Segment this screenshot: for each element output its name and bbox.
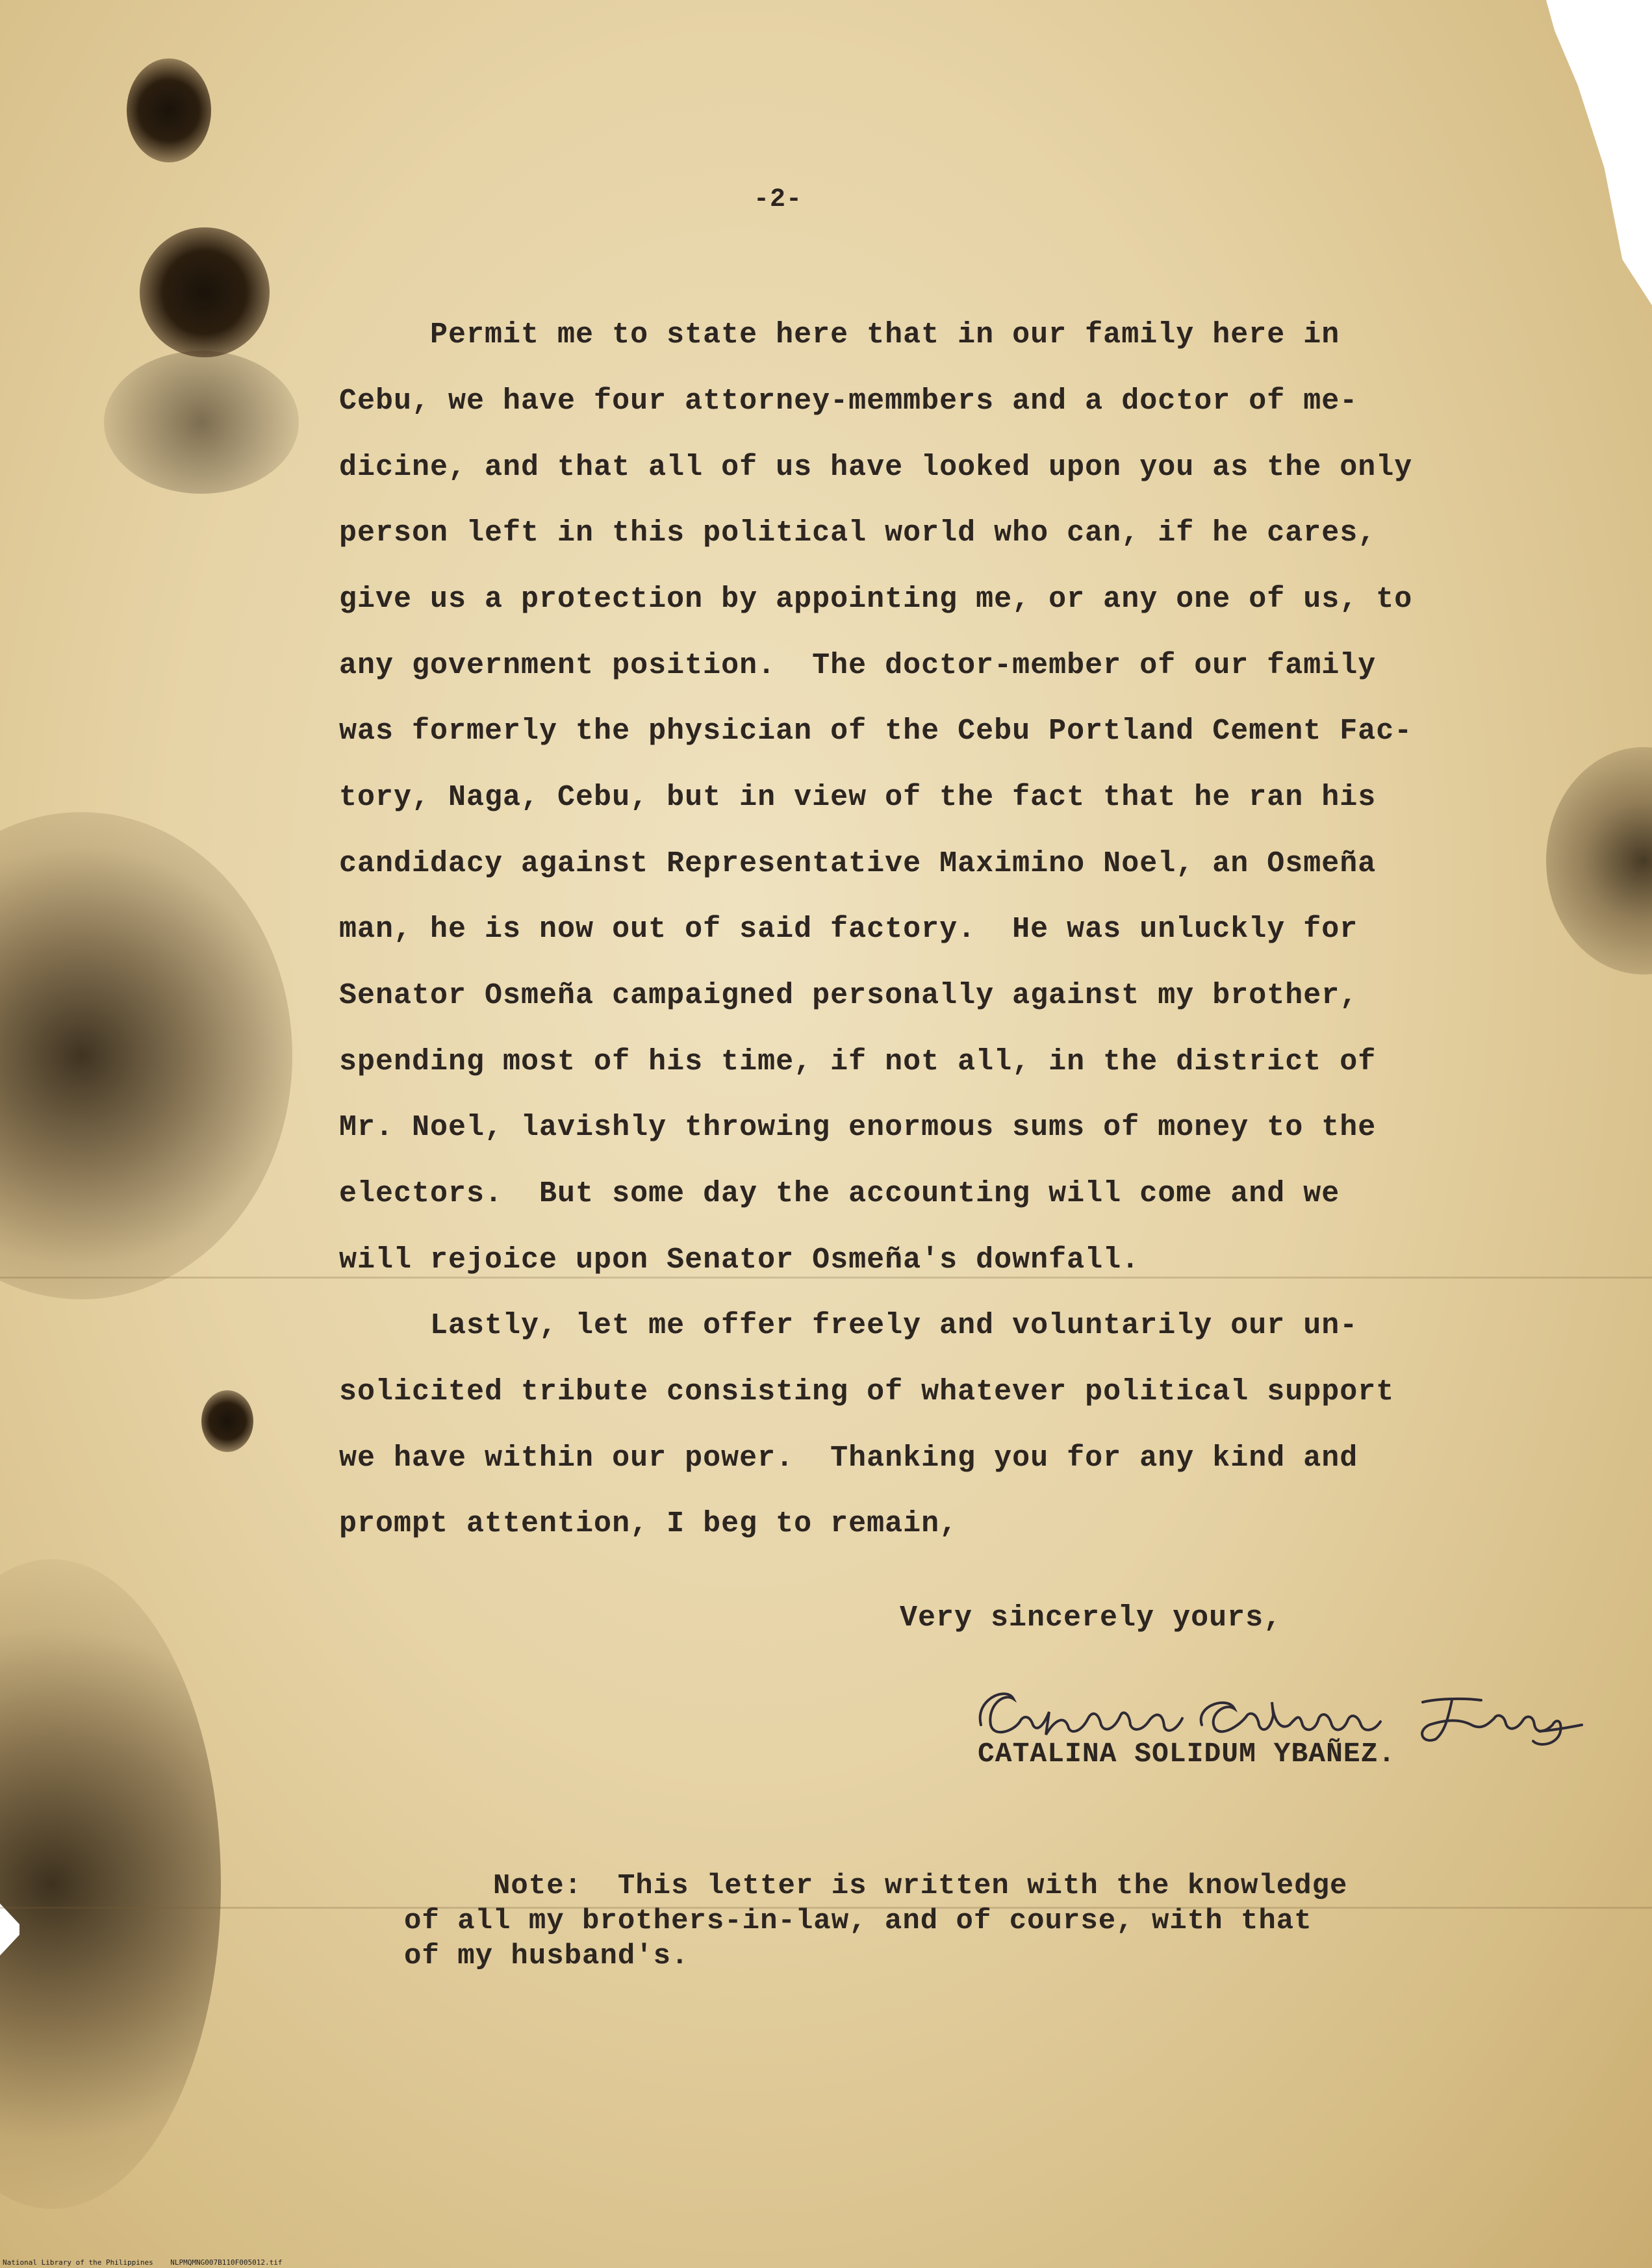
burn-stain <box>1546 747 1652 975</box>
body-line: Cebu, we have four attorney-memmbers and a doctor of me- <box>339 385 1358 418</box>
burn-stain <box>104 351 299 494</box>
body-line: tory, Naga, Cebu, but in view of the fact that he ran his <box>339 781 1377 814</box>
body-line: Mr. Noel, lavishly throwing enormous sums of money to the <box>339 1111 1377 1144</box>
body-line: electors. But some day the accounting will come and we <box>339 1177 1340 1210</box>
burn-stain <box>0 812 292 1299</box>
note-line: Note: This letter is written with the knowledge <box>404 1870 1348 1902</box>
body-line: prompt attention, I beg to remain, <box>339 1507 958 1540</box>
closing: Very sincerely yours, <box>900 1601 1282 1635</box>
burn-hole <box>127 58 211 162</box>
body-line: dicine, and that all of us have looked upon you as the only <box>339 451 1413 484</box>
body-line: Permit me to state here that in our family here in <box>339 318 1340 351</box>
body-line: any government position. The doctor-member of our family <box>339 649 1377 682</box>
note-line: of all my brothers-in-law, and of course, with that <box>404 1905 1312 1937</box>
body-line: Lastly, let me offer freely and voluntarily our un- <box>339 1309 1358 1342</box>
signature-name: CATALINA SOLIDUM YBAÑEZ. <box>978 1738 1396 1770</box>
body-line: give us a protection by appointing me, or any one of us, to <box>339 583 1413 616</box>
archive-footer-label: National Library of the Philippines NLPMQMNG007B110F005012.tif <box>3 2258 283 2267</box>
body-line: person left in this political world who can, if he cares, <box>339 516 1377 550</box>
note-line: of my husband's. <box>404 1940 689 1972</box>
burn-hole <box>201 1390 253 1452</box>
burn-hole <box>140 227 270 357</box>
fold-crease <box>0 1277 1652 1279</box>
body-line: spending most of his time, if not all, in the district of <box>339 1045 1377 1078</box>
body-line: solicited tribute consisting of whatever political support <box>339 1375 1395 1408</box>
paper-notch <box>0 1904 19 1956</box>
body-line: Senator Osmeña campaigned personally against my brother, <box>339 979 1358 1012</box>
body-line: will rejoice upon Senator Osmeña's downfall. <box>339 1243 1140 1277</box>
burn-stain <box>0 1559 221 2209</box>
body-line: was formerly the physician of the Cebu Portland Cement Fac- <box>339 715 1413 748</box>
body-line: candidacy against Representative Maximino Noel, an Osmeña <box>339 847 1377 880</box>
body-line: man, he is now out of said factory. He was unluckly for <box>339 913 1358 946</box>
page-number: -2- <box>754 185 803 214</box>
body-line: we have within our power. Thanking you for any kind and <box>339 1442 1358 1475</box>
torn-corner <box>1546 0 1652 305</box>
